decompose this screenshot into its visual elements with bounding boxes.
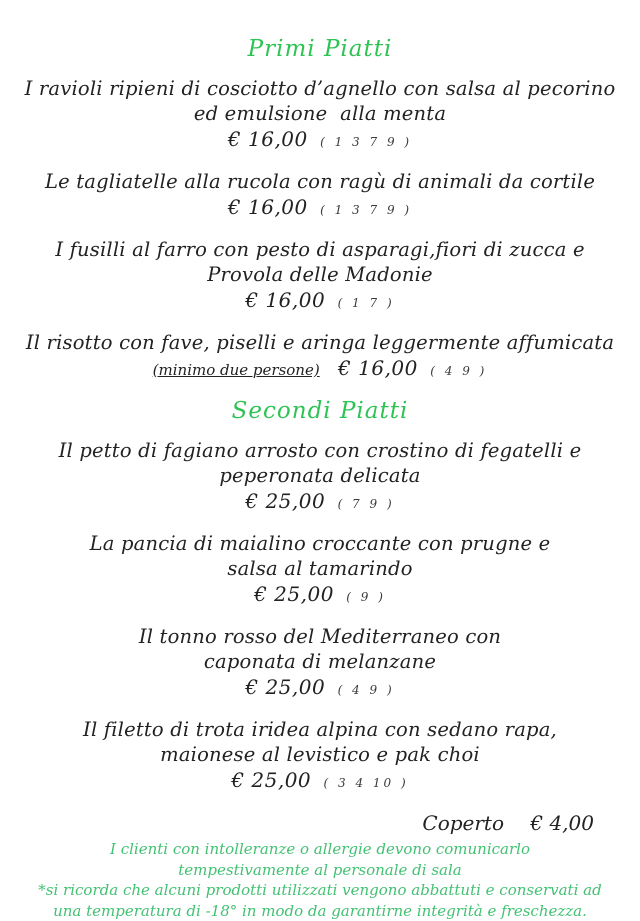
dish-name-line: ed emulsione alla menta bbox=[18, 101, 622, 126]
dish-price-line bbox=[18, 194, 622, 224]
allergen-codes: ( 4 9 ) bbox=[338, 683, 395, 697]
dish-price: € 25,00 bbox=[245, 489, 325, 513]
dish-name-line: Il tonno rosso del Mediterraneo con bbox=[18, 624, 622, 649]
dish-price: € 16,00 bbox=[228, 195, 308, 219]
dish-price-line bbox=[18, 355, 622, 385]
allergy-notice-line: tempestivamente al personale di sala bbox=[0, 860, 640, 881]
dish-risotto bbox=[18, 330, 622, 385]
dish-tonno bbox=[18, 624, 622, 704]
allergy-notice-line: I clienti con intolleranze o allergie devono comunicarlo bbox=[0, 839, 640, 860]
dish-name-line: I ravioli ripieni di cosciotto d’agnello con salsa al pecorino bbox=[18, 76, 622, 101]
dish-price-line bbox=[18, 488, 622, 518]
dish-price: € 25,00 bbox=[254, 582, 334, 606]
dish-name-line: Il petto di fagiano arrosto con crostino di fegatelli e bbox=[18, 438, 622, 463]
dish-name-line: maionese al levistico e pak choi bbox=[18, 742, 622, 767]
coperto-label: Coperto bbox=[422, 811, 504, 835]
dish-maialino bbox=[18, 531, 622, 611]
coperto-row bbox=[0, 810, 640, 836]
section-title-secondi: Secondi Piatti bbox=[0, 398, 640, 425]
dish-price: € 25,00 bbox=[231, 768, 311, 792]
dish-tagliatelle bbox=[18, 169, 622, 224]
dish-name-line: Provola delle Madonie bbox=[18, 262, 622, 287]
dish-fagiano bbox=[18, 438, 622, 518]
dish-name-line: Il risotto con fave, piselli e aringa leggermente affumicata bbox=[18, 330, 622, 355]
frozen-products-notice-line: una temperatura di -18° in modo da garantirne integrità e freschezza. bbox=[0, 901, 640, 921]
dish-price: € 16,00 bbox=[338, 356, 418, 380]
dish-price: € 16,00 bbox=[245, 288, 325, 312]
dish-price-line bbox=[18, 674, 622, 704]
allergen-codes: ( 1 7 ) bbox=[338, 296, 395, 310]
dish-name-line: peperonata delicata bbox=[18, 463, 622, 488]
dish-price-line bbox=[18, 581, 622, 611]
allergen-codes: ( 1 3 7 9 ) bbox=[320, 203, 412, 217]
dish-price-line bbox=[18, 126, 622, 156]
dish-price: € 25,00 bbox=[245, 675, 325, 699]
dish-name-line: I fusilli al farro con pesto di asparagi,fiori di zucca e bbox=[18, 237, 622, 262]
dish-fusilli bbox=[18, 237, 622, 317]
dish-price: € 16,00 bbox=[228, 127, 308, 151]
allergen-codes: ( 7 9 ) bbox=[338, 497, 395, 511]
dish-name-line: salsa al tamarindo bbox=[18, 556, 622, 581]
allergen-codes: ( 4 9 ) bbox=[430, 364, 487, 378]
allergen-codes: ( 9 ) bbox=[346, 590, 386, 604]
dish-name-line: Le tagliatelle alla rucola con ragù di animali da cortile bbox=[18, 169, 622, 194]
section-primi-piatti bbox=[0, 36, 640, 385]
min-persons-note: (minimo due persone) bbox=[153, 361, 320, 379]
frozen-products-notice-line: *si ricorda che alcuni prodotti utilizzati vengono abbattuti e conservati ad bbox=[0, 880, 640, 901]
dish-price-line bbox=[18, 767, 622, 797]
section-title-primi: Primi Piatti bbox=[0, 36, 640, 63]
allergen-codes: ( 1 3 7 9 ) bbox=[320, 135, 412, 149]
coperto-price: € 4,00 bbox=[530, 811, 594, 835]
dish-ravioli bbox=[18, 76, 622, 156]
footer-notes bbox=[0, 839, 640, 921]
dish-trota bbox=[18, 717, 622, 797]
dish-price-line bbox=[18, 287, 622, 317]
dish-name-line: La pancia di maialino croccante con prugne e bbox=[18, 531, 622, 556]
dish-name-line: caponata di melanzane bbox=[18, 649, 622, 674]
dish-name-line: Il filetto di trota iridea alpina con sedano rapa, bbox=[18, 717, 622, 742]
allergen-codes: ( 3 4 10 ) bbox=[324, 776, 409, 790]
section-secondi-piatti bbox=[0, 398, 640, 797]
